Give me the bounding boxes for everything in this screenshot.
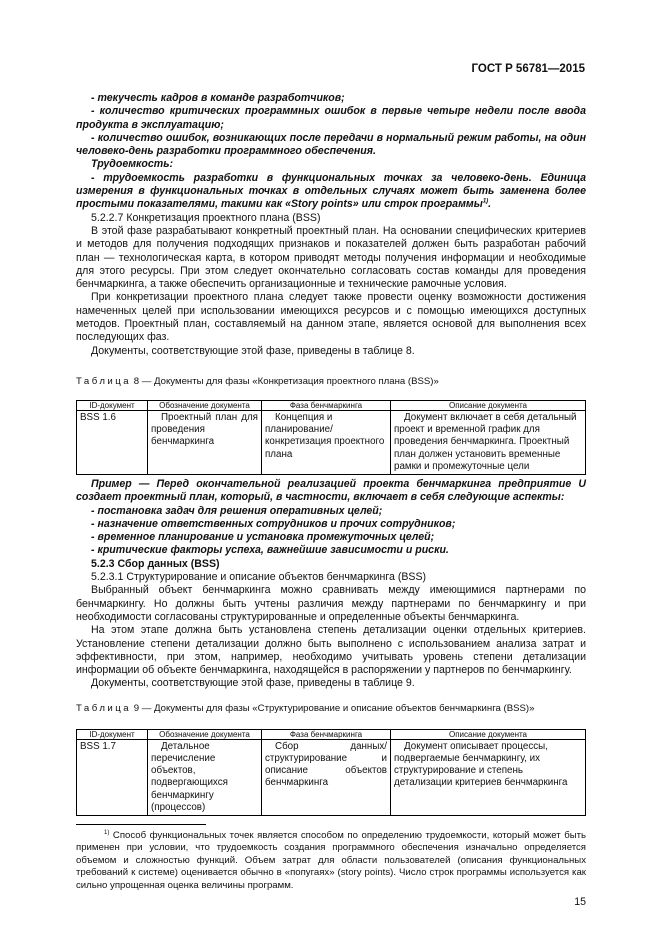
document-standard-number: ГОСТ Р 56781—2015: [471, 63, 585, 75]
table-header-row: [77, 729, 586, 739]
table-header: Фаза бенчмаркинга: [262, 400, 391, 410]
table-cell: Документ описывает процессы, подвергаемые бенчмаркингу, их структурирование и степень детализации критериев бенчмаркинга: [391, 739, 586, 815]
table-9-caption: [76, 703, 586, 715]
footnote-text: Способ функциональных точек является способом по определению трудоемкости, который может быть применен при условии, что трудоемкость создания программного обеспечения изначально определяется объемом и сложностью функций. Объем затрат для области пользователей (описания функциональных требований к системе) оценивается обычно в «попугаях» (story points). Число строк программы используется как сильно упрощенная оценка величины программ.: [76, 829, 586, 891]
table-header: ID-документ: [77, 729, 148, 739]
table-cell: Детальное перечисление объектов, подвергающихся бенчмаркингу (процессов): [148, 739, 262, 815]
table-cell: Сбор данных/ структурирование и описание объектов бенчмаркинга: [262, 739, 391, 815]
table-cell: Документ включает в себя детальный проект и временной график для проведения бенчмаркинга. Проектный план должен установить временные рамки и промежуточные цели: [391, 410, 586, 474]
paragraph: Выбранный объект бенчмаркинга можно сравнивать между имеющимися партнерами по бенчмаркингу. Но должны быть учтены различия между партнерами по бенчмаркингу и при необходимости согласованы структурированные и определенные объекты бенчмаркинга.: [76, 584, 586, 623]
table-cell: BSS 1.6: [77, 410, 148, 474]
table-cell: Концепция и планирование/ конкретизация проектного плана: [262, 410, 391, 474]
example-item: - временное планирование и установка промежуточных целей;: [91, 531, 435, 544]
paragraph: В этой фазе разрабатывают конкретный проектный план. На основании специфических критериев и методов для получения подходящих признаков и показателей должен быть разработан рабочий план — технологическая карта, в котором приводят методы получения информации и необходимые для этого ресурсы. При этом следует окончательно согласовать состав команды для проведения бенчмаркинга, а также обеспечить организационные и технические рамочные условия.: [76, 224, 586, 291]
section-heading: 5.2.2.7 Конкретизация проектного плана (BSS): [91, 211, 321, 224]
section-5-2-3: [76, 478, 586, 691]
caption-label: Таблица: [76, 375, 132, 387]
table-row: [77, 410, 586, 474]
footnote: [76, 830, 586, 892]
paragraph: На этом этапе должна быть установлена степень детализации оценки отдельных критериев. Установление степени детализации должно быть выполнено с использованием анализа затрат и эффективности, при этом, например, необходимо учитывать уровень степени детализации информации об объекте бенчмаркинга, находящейся в распоряжении у партнеров по бенчмаркингу.: [76, 624, 586, 677]
paragraph: Документы, соответствующие этой фазе, приведены в таблице 8.: [91, 344, 415, 357]
table-header: Обозначение документа: [148, 729, 262, 739]
footnote-mark: 1): [104, 829, 110, 836]
page-number: 15: [574, 895, 586, 908]
table-8: [76, 400, 586, 475]
table-cell: BSS 1.7: [77, 739, 148, 815]
subsection-heading: 5.2.3.1 Структурирование и описание объектов бенчмаркинга (BSS): [91, 571, 427, 584]
table-8-caption: [76, 376, 586, 388]
paragraph: При конкретизации проектного плана следует также провести оценку возможности достижения намеченных целей при использовании имеющихся ресурсов и с помощью имеющихся доступных методов. Проектный план, составляемый на данном этапе, является основой для выполнения всех последующих фаз.: [76, 291, 586, 344]
metric-item: - текучесть кадров в команде разработчиков;: [91, 92, 345, 104]
metric-item: - количество ошибок, возникающих после передачи в нормальный режим работы, на один человеко-день разработки программного обеспечения.: [76, 131, 586, 158]
metric-item: - количество критических программных ошибок в первые четыре недели после ввода продукта в эксплуатацию;: [76, 105, 586, 131]
table-header-row: [77, 400, 586, 410]
table-header: Описание документа: [391, 400, 586, 410]
caption-text: 8 — Документы для фазы «Конкретизация проектного плана (BSS)»: [131, 375, 439, 387]
table-cell: Проектный план для проведения бенчмаркинга: [148, 410, 262, 474]
metric-text: - трудоемкость разработки в функциональных точках за человеко-день. Единица измерения в функциональных точках в отдельных случаях может быть заменена более простыми показателями, такими как «Story points» или строк программы: [76, 171, 586, 211]
table-9: [76, 729, 586, 816]
metric-item: - трудоемкость разработки в функциональных точках за человеко-день. Единица измерения в функциональных точках в отдельных случаях может быть заменена более простыми показателями, такими как «Story points» или строк программы$^{1)}$.: [76, 171, 586, 211]
table-header: Обозначение документа: [148, 400, 262, 410]
example-item: - критические факторы успеха, важнейшие зависимости и риски.: [91, 544, 449, 557]
example-text: Пример — Перед окончательной реализацией проекта бенчмаркинга предприятие U создает проектный план, который, в частности, включает в себя следующие аспекты:: [76, 477, 586, 504]
paragraph: Документы, соответствующие этой фазе, приведены в таблице 9.: [91, 677, 415, 690]
metric-heading: Трудоемкость:: [91, 158, 174, 171]
section-heading: 5.2.3 Сбор данных (BSS): [91, 557, 220, 570]
table-header: Описание документа: [391, 729, 586, 739]
caption-label: Таблица: [76, 702, 132, 714]
footnote-divider: [76, 824, 206, 825]
table-header: Фаза бенчмаркинга: [262, 729, 391, 739]
table-row: [77, 739, 586, 815]
section-5-2-2-7: [76, 92, 586, 358]
caption-text: 9 — Документы для фазы «Структурирование и описание объектов бенчмаркинга (BSS)»: [131, 702, 535, 714]
page-content: [76, 0, 586, 938]
example-item: - постановка задач для решения оперативных целей;: [91, 504, 383, 517]
table-header: ID-документ: [77, 400, 148, 410]
example-item: - назначение ответственных сотрудников и прочих сотрудников;: [91, 517, 456, 530]
footnote-ref: 1): [482, 198, 489, 205]
